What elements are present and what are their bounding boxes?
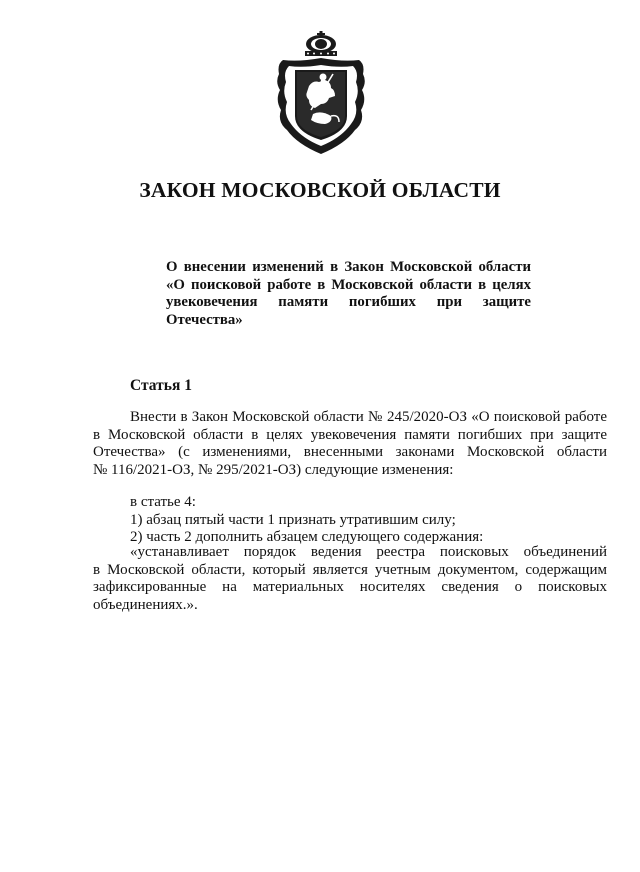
changes-list xyxy=(93,494,607,547)
subject-line-2: «О поисковой работе в Московской области в целях xyxy=(166,276,531,293)
coat-of-arms-icon xyxy=(273,30,369,156)
subject-line-1: О внесении изменений в Закон Московской области xyxy=(166,259,531,275)
quote-line-3: зафиксированные на материальных носителях сведения о поисковых xyxy=(93,579,607,595)
article-intro-paragraph xyxy=(93,409,607,479)
law-subject xyxy=(166,259,531,329)
quoted-amendment xyxy=(93,544,607,614)
changes-line-2: 1) абзац пятый части 1 признать утратившим силу; xyxy=(130,511,456,528)
intro-line-1: Внести в Закон Московской области № 245/2020-ОЗ «О поисковой работе xyxy=(130,409,607,425)
crown-icon xyxy=(305,31,337,56)
quote-line-4: объединениях.». xyxy=(93,596,198,613)
article-title: Статья 1 xyxy=(130,377,192,394)
quote-line-2: в Московской области, который является учетным документом, содержащим xyxy=(93,561,607,578)
law-title: ЗАКОН МОСКОВСКОЙ ОБЛАСТИ xyxy=(139,178,501,202)
intro-line-3: Отечества» (с изменениями, внесенными законами Московской области xyxy=(93,444,607,460)
subject-line-3: увековечения памяти погибших при защите xyxy=(166,294,531,310)
changes-line-1: в статье 4: xyxy=(130,494,196,510)
changes-line-3: 2) часть 2 дополнить абзацем следующего содержания: xyxy=(130,529,484,545)
intro-line-2: в Московской области в целях увековечения памяти погибших при защите xyxy=(93,426,607,443)
subject-line-4: Отечества» xyxy=(166,311,243,328)
quote-line-1: «устанавливает порядок ведения реестра поисковых объединений xyxy=(130,544,607,560)
intro-line-4: № 116/2021-ОЗ, № 295/2021-ОЗ) следующие изменения: xyxy=(93,461,454,478)
